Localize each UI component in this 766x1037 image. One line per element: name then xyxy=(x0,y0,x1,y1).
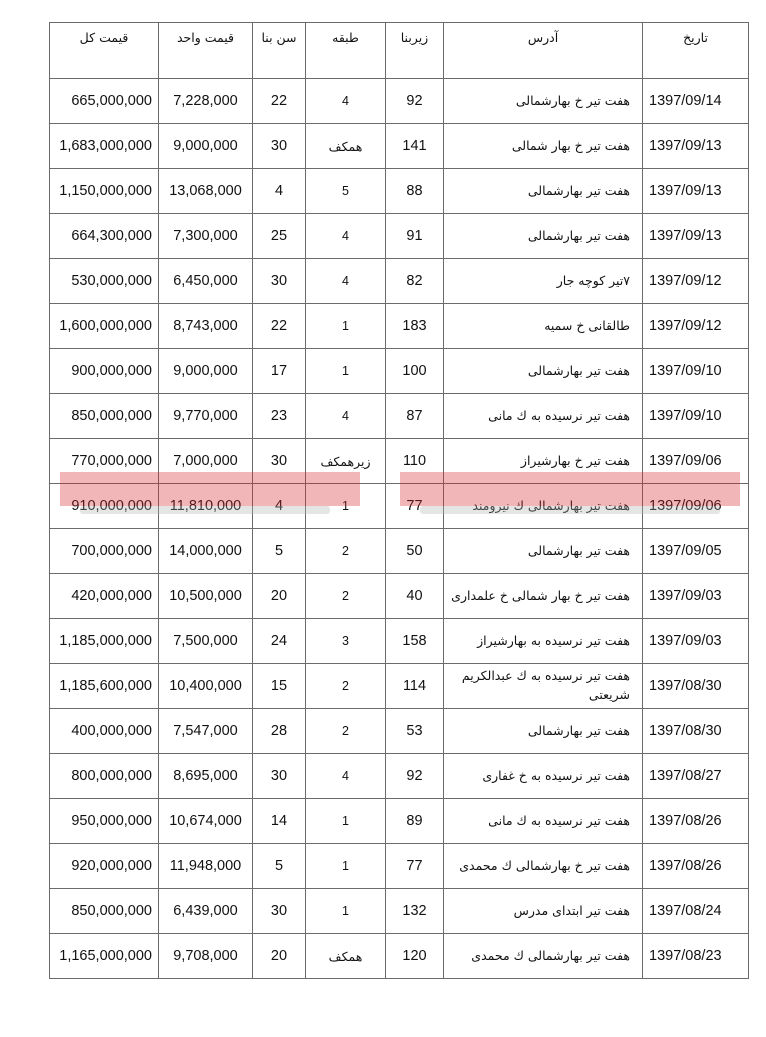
cell-building-age: 30 xyxy=(253,259,306,304)
cell-address: هفت تیر خ بهارشمالی ك محمدی xyxy=(444,844,643,889)
cell-total-price: 1,185,600,000 xyxy=(50,664,159,709)
cell-area: 92 xyxy=(386,754,444,799)
cell-unit-price: 11,810,000 xyxy=(159,484,253,529)
cell-date: 1397/09/06 xyxy=(643,439,749,484)
table-row xyxy=(50,799,749,844)
cell-address: هفت تیر بهارشمالی xyxy=(444,529,643,574)
cell-floor: 1 xyxy=(306,304,386,349)
cell-unit-price: 7,500,000 xyxy=(159,619,253,664)
table-row xyxy=(50,214,749,259)
cell-building-age: 17 xyxy=(253,349,306,394)
cell-building-age: 23 xyxy=(253,394,306,439)
cell-area: 183 xyxy=(386,304,444,349)
table-row xyxy=(50,934,749,979)
cell-unit-price: 8,695,000 xyxy=(159,754,253,799)
cell-address: هفت تیر نرسیده به ك مانی xyxy=(444,799,643,844)
price-table-container xyxy=(49,22,748,979)
cell-building-age: 30 xyxy=(253,889,306,934)
cell-building-age: 5 xyxy=(253,529,306,574)
cell-unit-price: 13,068,000 xyxy=(159,169,253,214)
cell-total-price: 530,000,000 xyxy=(50,259,159,304)
cell-building-age: 4 xyxy=(253,484,306,529)
cell-area: 120 xyxy=(386,934,444,979)
cell-floor: 4 xyxy=(306,214,386,259)
table-row xyxy=(50,259,749,304)
cell-area: 88 xyxy=(386,169,444,214)
cell-area: 87 xyxy=(386,394,444,439)
table-row xyxy=(50,124,749,169)
cell-floor: 1 xyxy=(306,349,386,394)
table-row xyxy=(50,889,749,934)
cell-date: 1397/09/03 xyxy=(643,619,749,664)
cell-area: 100 xyxy=(386,349,444,394)
header-row xyxy=(50,23,749,79)
cell-building-age: 15 xyxy=(253,664,306,709)
cell-date: 1397/08/24 xyxy=(643,889,749,934)
cell-unit-price: 9,000,000 xyxy=(159,349,253,394)
cell-total-price: 400,000,000 xyxy=(50,709,159,754)
cell-address: هفت تیر خ بهارشیراز xyxy=(444,439,643,484)
cell-date: 1397/09/06 xyxy=(643,484,749,529)
cell-building-age: 22 xyxy=(253,79,306,124)
cell-address: هفت تیر ابتدای مدرس xyxy=(444,889,643,934)
cell-floor: 4 xyxy=(306,754,386,799)
cell-area: 40 xyxy=(386,574,444,619)
cell-floor: زیرهمکف xyxy=(306,439,386,484)
cell-total-price: 800,000,000 xyxy=(50,754,159,799)
cell-area: 77 xyxy=(386,484,444,529)
cell-address: هفت تیر بهارشمالی xyxy=(444,169,643,214)
cell-date: 1397/08/26 xyxy=(643,799,749,844)
cell-floor: 1 xyxy=(306,484,386,529)
cell-total-price: 920,000,000 xyxy=(50,844,159,889)
cell-total-price: 1,683,000,000 xyxy=(50,124,159,169)
table-row xyxy=(50,709,749,754)
cell-area: 77 xyxy=(386,844,444,889)
header-address: آدرس xyxy=(444,23,643,79)
cell-area: 114 xyxy=(386,664,444,709)
cell-date: 1397/09/14 xyxy=(643,79,749,124)
cell-address: هفت تیر نرسیده به خ غفاری xyxy=(444,754,643,799)
cell-floor: 2 xyxy=(306,664,386,709)
cell-floor: 5 xyxy=(306,169,386,214)
table-row xyxy=(50,169,749,214)
cell-area: 89 xyxy=(386,799,444,844)
cell-address: طالقانی خ سمیه xyxy=(444,304,643,349)
cell-total-price: 1,185,000,000 xyxy=(50,619,159,664)
cell-floor: 4 xyxy=(306,259,386,304)
table-body xyxy=(50,79,749,979)
cell-floor: 1 xyxy=(306,889,386,934)
cell-address: هفت تیر خ بهار شمالی xyxy=(444,124,643,169)
cell-floor: 4 xyxy=(306,394,386,439)
cell-area: 82 xyxy=(386,259,444,304)
cell-building-age: 20 xyxy=(253,574,306,619)
cell-total-price: 910,000,000 xyxy=(50,484,159,529)
cell-date: 1397/09/13 xyxy=(643,214,749,259)
cell-floor: 1 xyxy=(306,799,386,844)
cell-building-age: 22 xyxy=(253,304,306,349)
cell-date: 1397/08/23 xyxy=(643,934,749,979)
table-row xyxy=(50,349,749,394)
cell-date: 1397/09/12 xyxy=(643,259,749,304)
table-row xyxy=(50,484,749,529)
cell-unit-price: 14,000,000 xyxy=(159,529,253,574)
cell-date: 1397/08/26 xyxy=(643,844,749,889)
header-total-price: قیمت کل xyxy=(50,23,159,79)
cell-address: ۷تیر کوچه جار xyxy=(444,259,643,304)
cell-total-price: 850,000,000 xyxy=(50,394,159,439)
cell-date: 1397/08/30 xyxy=(643,664,749,709)
table-row xyxy=(50,79,749,124)
cell-unit-price: 9,708,000 xyxy=(159,934,253,979)
cell-unit-price: 6,450,000 xyxy=(159,259,253,304)
cell-building-age: 4 xyxy=(253,169,306,214)
header-floor: طبقه xyxy=(306,23,386,79)
table-row xyxy=(50,529,749,574)
cell-building-age: 25 xyxy=(253,214,306,259)
cell-area: 141 xyxy=(386,124,444,169)
cell-total-price: 420,000,000 xyxy=(50,574,159,619)
cell-total-price: 1,165,000,000 xyxy=(50,934,159,979)
cell-unit-price: 8,743,000 xyxy=(159,304,253,349)
cell-area: 50 xyxy=(386,529,444,574)
cell-floor: 1 xyxy=(306,844,386,889)
cell-date: 1397/09/10 xyxy=(643,349,749,394)
table-row xyxy=(50,439,749,484)
cell-floor: 3 xyxy=(306,619,386,664)
cell-floor: 2 xyxy=(306,709,386,754)
cell-address: هفت تیر نرسیده به ك مانی xyxy=(444,394,643,439)
cell-address: هفت تیر نرسیده به بهارشیراز xyxy=(444,619,643,664)
cell-unit-price: 7,300,000 xyxy=(159,214,253,259)
cell-unit-price: 9,770,000 xyxy=(159,394,253,439)
table-row xyxy=(50,619,749,664)
cell-date: 1397/09/10 xyxy=(643,394,749,439)
cell-total-price: 664,300,000 xyxy=(50,214,159,259)
cell-total-price: 1,600,000,000 xyxy=(50,304,159,349)
cell-date: 1397/09/05 xyxy=(643,529,749,574)
cell-floor: 4 xyxy=(306,79,386,124)
cell-address: هفت تیر بهارشمالی ك نیرومند xyxy=(444,484,643,529)
cell-total-price: 1,150,000,000 xyxy=(50,169,159,214)
header-building-age: سن بنا xyxy=(253,23,306,79)
cell-building-age: 14 xyxy=(253,799,306,844)
header-area: زیربنا xyxy=(386,23,444,79)
cell-date: 1397/09/13 xyxy=(643,124,749,169)
cell-date: 1397/09/13 xyxy=(643,169,749,214)
cell-unit-price: 7,228,000 xyxy=(159,79,253,124)
cell-unit-price: 11,948,000 xyxy=(159,844,253,889)
table-row xyxy=(50,304,749,349)
cell-building-age: 30 xyxy=(253,124,306,169)
cell-address: هفت تیر بهارشمالی xyxy=(444,349,643,394)
cell-area: 53 xyxy=(386,709,444,754)
cell-date: 1397/08/30 xyxy=(643,709,749,754)
cell-area: 91 xyxy=(386,214,444,259)
cell-total-price: 665,000,000 xyxy=(50,79,159,124)
cell-building-age: 28 xyxy=(253,709,306,754)
cell-address: هفت تیر بهارشمالی xyxy=(444,709,643,754)
cell-building-age: 5 xyxy=(253,844,306,889)
cell-building-age: 30 xyxy=(253,754,306,799)
cell-area: 110 xyxy=(386,439,444,484)
cell-floor: همكف xyxy=(306,934,386,979)
cell-unit-price: 10,400,000 xyxy=(159,664,253,709)
cell-date: 1397/08/27 xyxy=(643,754,749,799)
cell-building-age: 20 xyxy=(253,934,306,979)
cell-date: 1397/09/03 xyxy=(643,574,749,619)
cell-building-age: 30 xyxy=(253,439,306,484)
cell-total-price: 950,000,000 xyxy=(50,799,159,844)
cell-floor: همکف xyxy=(306,124,386,169)
table-row xyxy=(50,664,749,709)
cell-area: 92 xyxy=(386,79,444,124)
cell-address: هفت تیر خ بهارشمالی xyxy=(444,79,643,124)
cell-total-price: 900,000,000 xyxy=(50,349,159,394)
table-row xyxy=(50,754,749,799)
cell-area: 132 xyxy=(386,889,444,934)
cell-unit-price: 7,000,000 xyxy=(159,439,253,484)
table-row xyxy=(50,844,749,889)
cell-total-price: 850,000,000 xyxy=(50,889,159,934)
cell-address: هفت تیر خ بهار شمالی خ علمداری xyxy=(444,574,643,619)
cell-unit-price: 9,000,000 xyxy=(159,124,253,169)
cell-unit-price: 10,500,000 xyxy=(159,574,253,619)
cell-area: 158 xyxy=(386,619,444,664)
cell-unit-price: 7,547,000 xyxy=(159,709,253,754)
cell-floor: 2 xyxy=(306,574,386,619)
cell-building-age: 24 xyxy=(253,619,306,664)
cell-date: 1397/09/12 xyxy=(643,304,749,349)
property-price-table xyxy=(49,22,749,979)
cell-floor: 2 xyxy=(306,529,386,574)
table-row xyxy=(50,574,749,619)
table-row xyxy=(50,394,749,439)
cell-address: هفت تیر بهارشمالی ك محمدی xyxy=(444,934,643,979)
header-unit-price: قیمت واحد xyxy=(159,23,253,79)
cell-address: هفت تیر بهارشمالی xyxy=(444,214,643,259)
cell-total-price: 770,000,000 xyxy=(50,439,159,484)
cell-total-price: 700,000,000 xyxy=(50,529,159,574)
header-date: تاریخ xyxy=(643,23,749,79)
cell-unit-price: 10,674,000 xyxy=(159,799,253,844)
cell-address: هفت تیر نرسیده به ك عبدالكریم شریعتی xyxy=(444,664,643,709)
cell-unit-price: 6,439,000 xyxy=(159,889,253,934)
